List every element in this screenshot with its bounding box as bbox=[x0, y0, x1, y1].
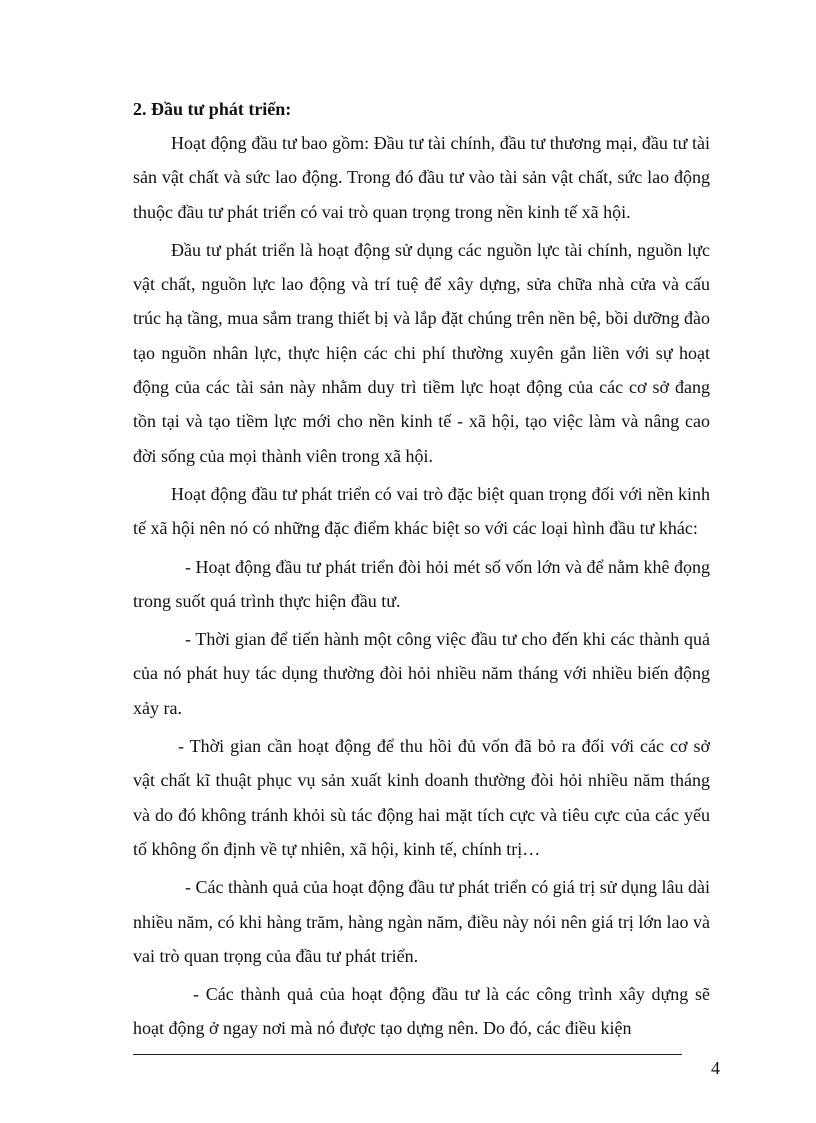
bullet-fixed-location: - Các thành quả của hoạt động đầu tư là các công trình xây dựng sẽ hoạt động ở ngay nơi mà nó được tạo dựng nên. Do đó, các điều kiện bbox=[133, 984, 710, 1039]
paragraph-characteristics-intro: Hoạt động đầu tư phát triển có vai trò đặc biệt quan trọng đối với nền kinh tế xã hội nên nó có những đặc điểm khác biệt so với các loại hình đầu tư khác: bbox=[133, 483, 710, 539]
page-content bbox=[133, 92, 710, 1046]
bullet-long-duration: - Thời gian để tiến hành một công việc đầu tư cho đến khi các thành quả của nó phát huy tác dụng thường đòi hỏi nhiều năm tháng với nhiều biến động xảy ra. bbox=[133, 629, 710, 718]
bullet-long-term-value: - Các thành quả của hoạt động đầu tư phát triển có giá trị sử dụng lâu dài nhiều năm, có khi hàng trăm, hàng ngàn năm, điều này nói nên giá trị lớn lao và vai trò quan trọng của đầu tư phát triển. bbox=[133, 877, 710, 966]
page-number: 4 bbox=[711, 1058, 720, 1078]
paragraph-investment-types: Hoạt động đầu tư bao gồm: Đầu tư tài chính, đầu tư thương mại, đầu tư tài sản vật chất và sức lao động. Trong đó đầu tư vào tài sản vật chất, sức lao động thuộc đầu tư phát triển có vai trò quan trọng trong nền kinh tế xã hội. bbox=[133, 133, 710, 222]
bullet-capital-recovery: - Thời gian cần hoạt động để thu hồi đủ vốn đã bỏ ra đối với các cơ sở vật chất kĩ thuật phục vụ sản xuất kinh doanh thường đòi hỏi nhiều năm tháng và do đó không tránh khỏi sù tác động hai mặt tích cực và tiêu cực của các yếu tố không ổn định về tự nhiên, xã hội, kinh tế, chính trị… bbox=[133, 736, 710, 859]
footer-divider bbox=[133, 1054, 682, 1055]
section-heading: 2. Đầu tư phát triển: bbox=[133, 99, 292, 119]
paragraph-development-definition: Đầu tư phát triển là hoạt động sử dụng các nguồn lực tài chính, nguồn lực vật chất, nguồn lực lao động và trí tuệ để xây dựng, sửa chữa nhà cửa và cấu trúc hạ tầng, mua sắm trang thiết bị và lắp đặt chúng trên nền bệ, bồi dưỡng đào tạo nguồn nhân lực, thực hiện các chi phí thường xuyên gắn liền với sự hoạt động của các tài sản này nhằm duy trì tiềm lực hoạt động của các cơ sở đang tồn tại và tạo tiềm lực mới cho nền kinh tế - xã hội, tạo việc làm và nâng cao đời sống của mọi thành viên trong xã hội. bbox=[133, 239, 710, 466]
bullet-large-capital: - Hoạt động đầu tư phát triển đòi hỏi mét số vốn lớn và để nằm khê đọng trong suốt quá trình thực hiện đầu tư. bbox=[133, 556, 710, 611]
